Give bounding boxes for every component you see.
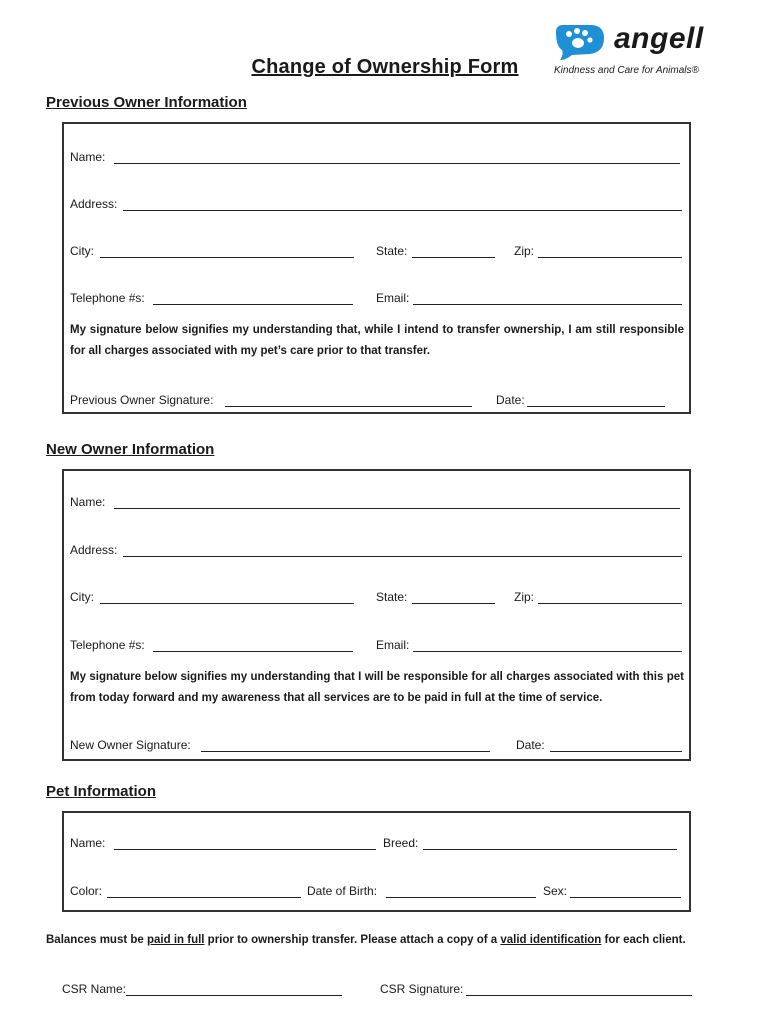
footer-note-part1: Balances must be <box>46 934 147 946</box>
prev-address-label: Address: <box>70 197 118 211</box>
prev-state-label: State: <box>376 244 408 258</box>
pet-breed-field[interactable] <box>423 849 677 850</box>
prev-email-label: Email: <box>376 291 410 305</box>
prev-zip-label: Zip: <box>514 244 535 258</box>
new-state-label: State: <box>376 590 408 604</box>
footer-note <box>46 934 736 946</box>
new-telephone-label: Telephone #s: <box>70 638 145 652</box>
new-telephone-field[interactable] <box>153 651 353 652</box>
new-signature-field[interactable] <box>201 751 490 752</box>
logo-wordmark: angell <box>614 22 704 55</box>
pet-color-field[interactable] <box>107 897 301 898</box>
new-address-label: Address: <box>70 543 118 557</box>
new-date-label: Date: <box>516 738 545 752</box>
prev-address-field[interactable] <box>123 210 682 211</box>
prev-name-field[interactable] <box>114 163 680 164</box>
pet-color-label: Color: <box>70 884 103 898</box>
logo-tagline: Kindness and Care for Animals® <box>554 65 699 76</box>
pet-sex-label: Sex: <box>543 884 568 898</box>
csr-signature-label: CSR Signature: <box>380 982 464 996</box>
prev-telephone-field[interactable] <box>153 304 353 305</box>
prev-signature-label: Previous Owner Signature: <box>70 393 214 407</box>
new-owner-box <box>62 469 691 761</box>
new-statement: My signature below signifies my understanding that I will be responsible for all charges associated with this pet from today forward and my awareness that all services are to be paid in full at the time of service. <box>70 671 684 704</box>
prev-zip-field[interactable] <box>538 257 682 258</box>
new-name-field[interactable] <box>114 508 680 509</box>
prev-telephone-label: Telephone #s: <box>70 291 145 305</box>
new-city-label: City: <box>70 590 94 604</box>
pet-name-field[interactable] <box>114 849 376 850</box>
prev-statement: My signature below signifies my understanding that, while I intend to transfer ownership, I am still responsible for all charges associated with my pet’s care prior to that transfer. <box>70 324 684 357</box>
new-zip-field[interactable] <box>538 603 682 604</box>
prev-date-label: Date: <box>496 393 525 407</box>
footer-valid-id: valid identification <box>500 934 602 946</box>
page-title: Change of Ownership Form <box>251 56 519 78</box>
footer-note-part2: prior to ownership transfer. Please attach a copy of a <box>204 934 501 946</box>
csr-name-label: CSR Name: <box>62 982 127 996</box>
csr-name-field[interactable] <box>126 995 342 996</box>
csr-signature-field[interactable] <box>466 995 692 996</box>
new-name-label: Name: <box>70 495 106 509</box>
new-zip-label: Zip: <box>514 590 535 604</box>
pet-info-heading: Pet Information <box>46 783 157 800</box>
prev-signature-field[interactable] <box>225 406 472 407</box>
new-state-field[interactable] <box>412 603 495 604</box>
footer-note-part3: for each client. <box>601 934 686 946</box>
prev-date-field[interactable] <box>527 406 665 407</box>
new-date-field[interactable] <box>550 751 682 752</box>
prev-city-label: City: <box>70 244 94 258</box>
new-owner-heading: New Owner Information <box>46 441 215 458</box>
pet-breed-label: Breed: <box>383 836 419 850</box>
new-email-label: Email: <box>376 638 410 652</box>
footer-paid-in-full: paid in full <box>146 934 205 946</box>
prev-city-field[interactable] <box>100 257 354 258</box>
new-city-field[interactable] <box>100 603 354 604</box>
pet-dob-label: Date of Birth: <box>307 884 378 898</box>
new-address-field[interactable] <box>123 556 682 557</box>
prev-email-field[interactable] <box>413 304 682 305</box>
pet-sex-field[interactable] <box>570 897 681 898</box>
prev-name-label: Name: <box>70 150 106 164</box>
prev-state-field[interactable] <box>412 257 495 258</box>
pet-dob-field[interactable] <box>386 897 536 898</box>
new-signature-label: New Owner Signature: <box>70 738 191 752</box>
previous-owner-heading: Previous Owner Information <box>46 94 247 111</box>
previous-owner-box <box>62 122 691 414</box>
pet-name-label: Name: <box>70 836 106 850</box>
new-email-field[interactable] <box>413 651 682 652</box>
